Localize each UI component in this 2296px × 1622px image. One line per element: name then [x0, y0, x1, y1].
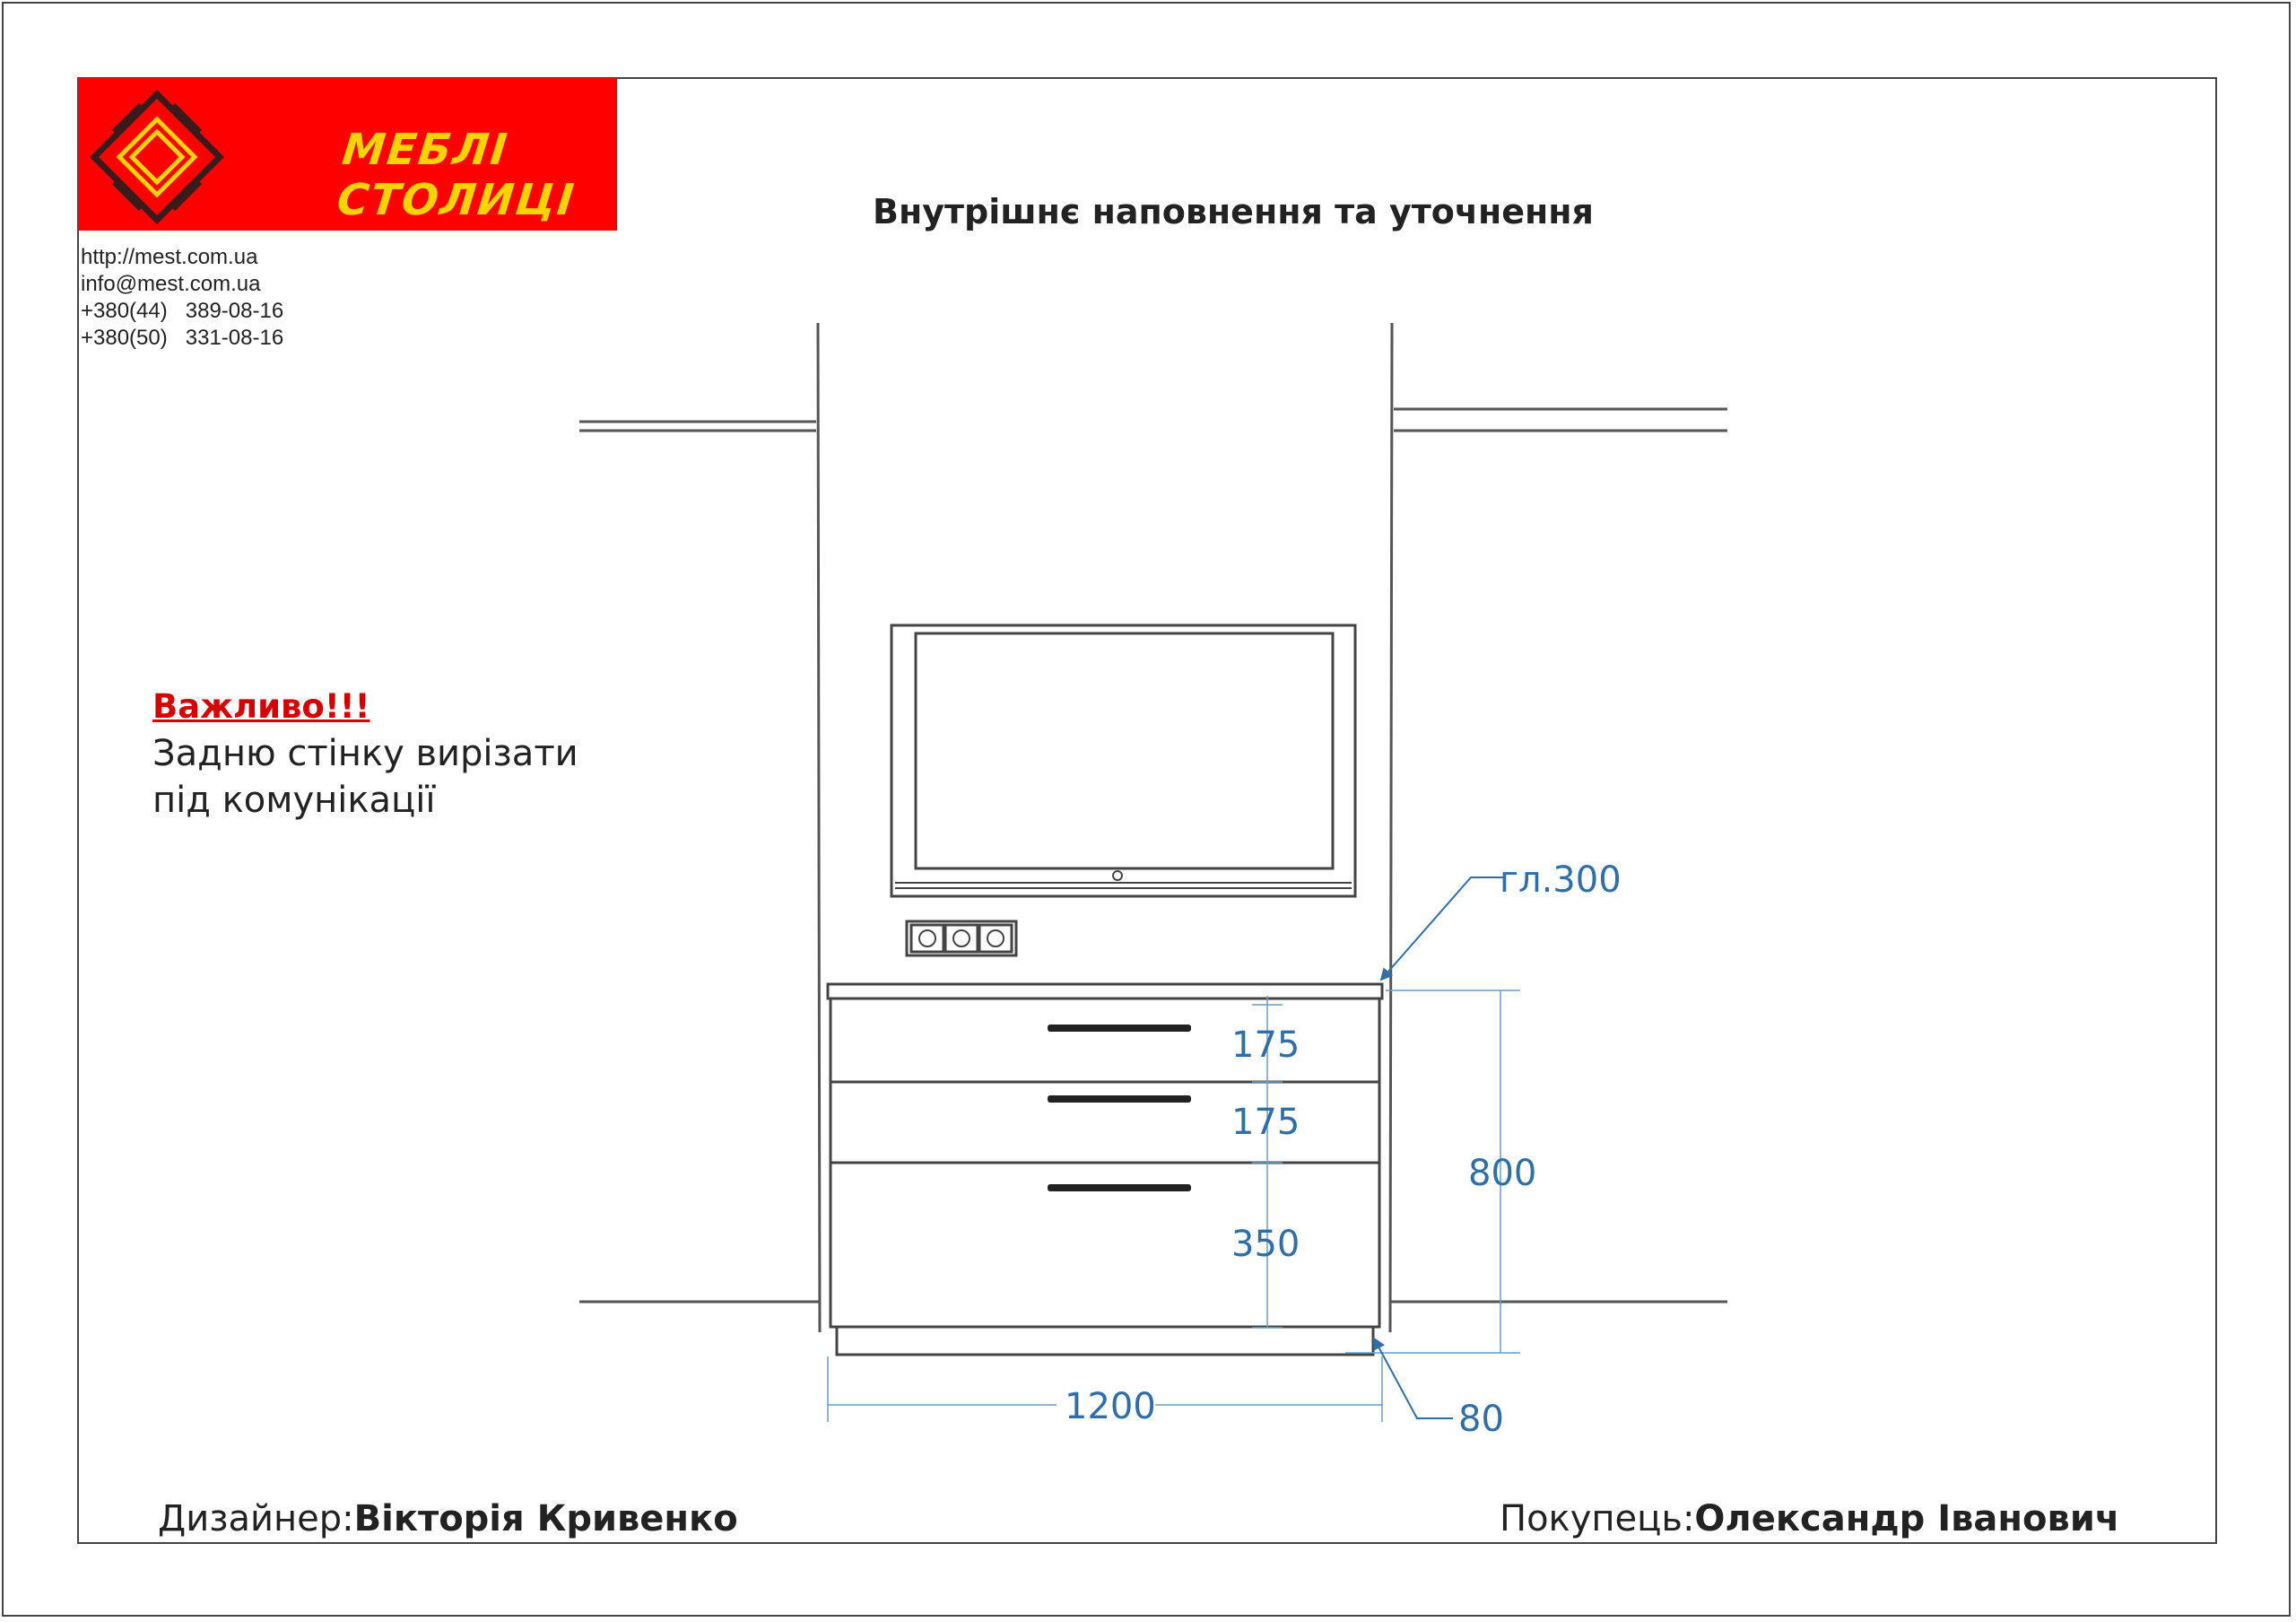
width-label: 1200: [1065, 1386, 1156, 1427]
total-height-label: 800: [1468, 1153, 1537, 1194]
drawer-handle-1: [1048, 1025, 1191, 1032]
leader-lines: [1374, 877, 1503, 1418]
triple-socket: [907, 921, 1016, 955]
plinth-height-label: 80: [1458, 1399, 1504, 1440]
drawer-handle-3: [1048, 1184, 1191, 1191]
designer-label: Дизайнер:: [158, 1498, 354, 1539]
brand-name: МЕБЛІ СТОЛИЦІ: [335, 125, 578, 225]
designer-name: Вікторія Кривенко: [353, 1498, 738, 1539]
drawer-height-3: 350: [1231, 1224, 1300, 1265]
website-link[interactable]: http://mest.com.ua: [81, 245, 258, 269]
phone-1: +380(44) 389-08-16: [81, 299, 284, 323]
phone-2: +380(50) 331-08-16: [81, 326, 284, 350]
drawer-height-2: 175: [1231, 1102, 1300, 1143]
customer-name: Олександр Іванович: [1694, 1498, 2120, 1539]
note-line-1: Задню стінку вирізати: [152, 733, 578, 774]
note-heading: Важливо!!!: [152, 687, 370, 726]
drawer-height-1: 175: [1231, 1025, 1300, 1066]
customer-credit: [1500, 1498, 2119, 1539]
page-title: Внутрішнє наповнення та уточнення: [873, 192, 1594, 231]
drawer-handle-2: [1048, 1095, 1191, 1103]
designer-credit: [158, 1498, 738, 1539]
tv-screen: [891, 625, 1355, 896]
customer-label: Покупець:: [1500, 1498, 1695, 1539]
depth-label: гл.300: [1500, 859, 1622, 901]
email-link[interactable]: info@mest.com.ua: [81, 272, 261, 296]
note-line-2: під комунікації: [152, 780, 436, 821]
